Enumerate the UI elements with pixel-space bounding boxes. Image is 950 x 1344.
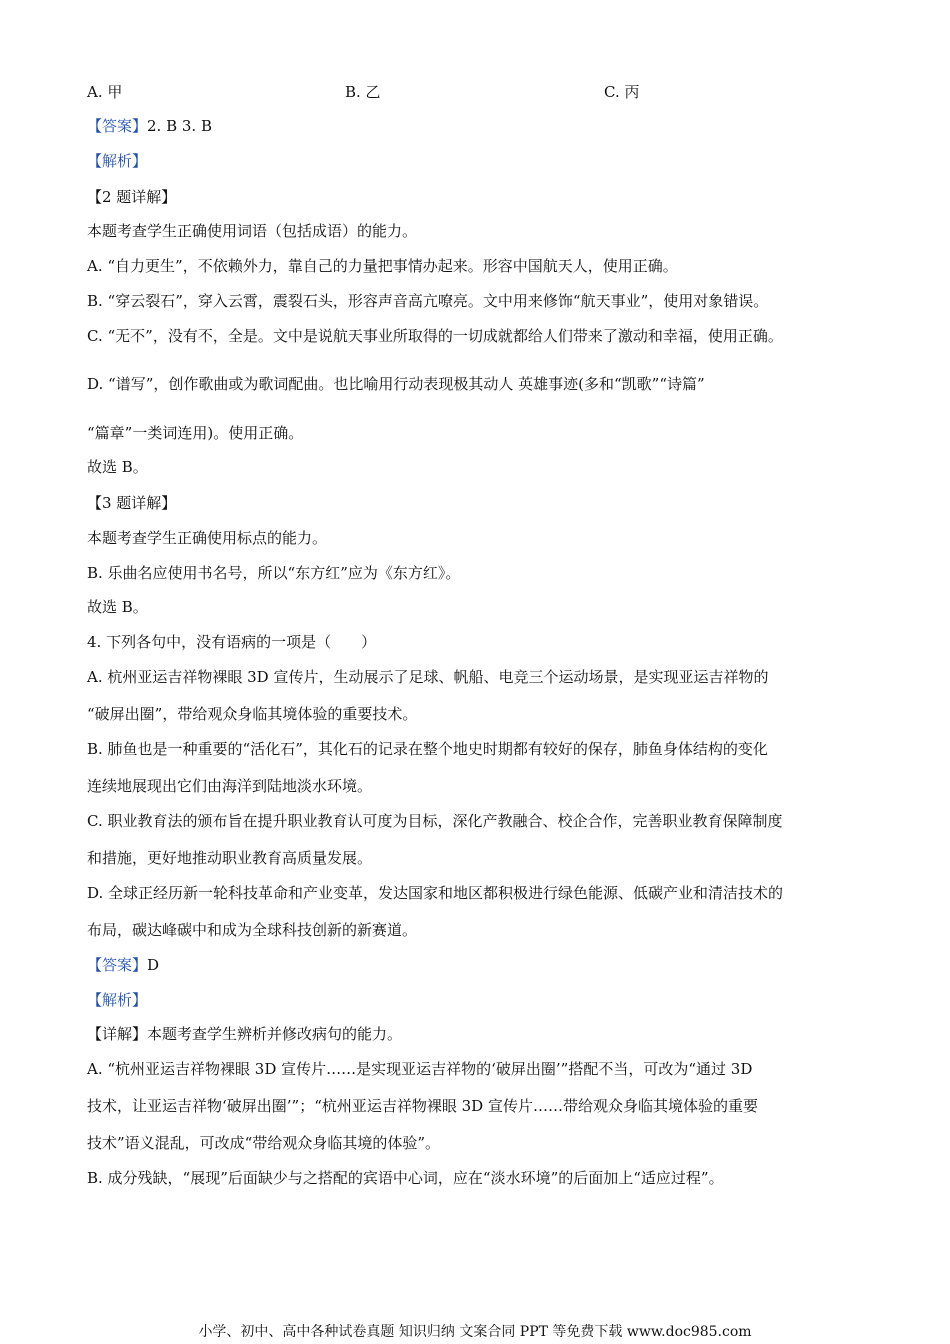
detail-explanation-line: 技术”语义混乱，可改成“带给观众身临其境的体验”。 (87, 1134, 441, 1152)
answer-line-1 (87, 116, 910, 136)
detail-line (87, 1024, 910, 1044)
option-a: A. 甲 (87, 83, 123, 101)
answer-options (87, 82, 907, 102)
q2-line: B. “穿云裂石”，穿入云霄，震裂石头，形容声音高亢嘹亮。文中用来修饰“航天事业”，使用对象错误。 (87, 292, 769, 310)
q4-line: B. 肺鱼也是一种重要的“活化石”，其化石的记录在整个地史时期都有较好的保存，肺鱼身体结构的变化 (87, 740, 768, 758)
detail-text: 本题考查学生辨析并修改病句的能力。 (147, 1025, 403, 1043)
q2-line: A. “自力更生”，不依赖外力，靠自己的力量把事情办起来。形容中国航天人，使用正确。 (87, 257, 678, 275)
q4-line: D. 全球正经历新一轮科技革命和产业变革，发达国家和地区都积极进行绿色能源、低碳产业和清洁技术的 (87, 884, 784, 902)
analysis-line-1 (87, 151, 910, 171)
q2-line: 本题考查学生正确使用词语（包括成语）的能力。 (87, 222, 418, 240)
q3-line: 故选 B。 (87, 598, 148, 616)
detail-explanation-line: 技术，让亚运吉祥物‘破屏出圈’”；“杭州亚运吉祥物裸眼 3D 宣传片……带给观众身临其境体验的重要 (87, 1097, 758, 1115)
q2-heading: 【2 题详解】 (87, 188, 177, 206)
analysis-tag: 【解析】 (87, 991, 148, 1009)
q2-line: D. “谱写”，创作歌曲或为歌词配曲。也比喻用行动表现极其动人 英雄事迹(多和“凯歌”“诗篇” (87, 375, 705, 393)
answer-text: 2. B 3. B (147, 117, 212, 135)
q3-heading: 【3 题详解】 (87, 494, 177, 512)
analysis-tag: 【解析】 (87, 152, 148, 170)
q4-line: A. 杭州亚运吉祥物裸眼 3D 宣传片，生动展示了足球、帆船、电竞三个运动场景，是实现亚运吉祥物的 (87, 668, 769, 686)
answer-line-2 (87, 955, 910, 975)
q4-line: 和措施，更好地推动职业教育高质量发展。 (87, 849, 373, 867)
q2-line: C. “无不”，没有不，全是。文中是说航天事业所取得的一切成就都给人们带来了激动和幸福，使用正确。 (87, 327, 783, 345)
option-b: B. 乙 (345, 83, 381, 101)
q3-line: 本题考查学生正确使用标点的能力。 (87, 529, 328, 547)
answer-text: D (147, 956, 160, 974)
q2-line: 故选 B。 (87, 458, 148, 476)
q4-line: C. 职业教育法的颁布旨在提升职业教育认可度为目标，深化产教融合、校企合作，完善职业教育保障制度 (87, 812, 783, 830)
q4-line: 4. 下列各句中，没有语病的一项是（ ） (87, 633, 377, 651)
q4-line: 连续地展现出它们由海洋到陆地淡水环境。 (87, 777, 373, 795)
detail-explanation-line: A. “杭州亚运吉祥物裸眼 3D 宣传片……是实现亚运吉祥物的‘破屏出圈’”搭配不当，可改为“通过 3D (87, 1060, 753, 1078)
page-footer: 小学、初中、高中各种试卷真题 知识归纳 文案合同 PPT 等免费下载 www.doc985.com (198, 1324, 752, 1340)
q4-line: “破屏出圈”，带给观众身临其境体验的重要技术。 (87, 705, 418, 723)
analysis-line-2 (87, 990, 910, 1010)
option-c: C. 丙 (604, 83, 640, 101)
q2-line: “篇章”一类词连用)。使用正确。 (87, 424, 304, 442)
detail-explanation-line: B. 成分残缺，“展现”后面缺少与之搭配的宾语中心词，应在“淡水环境”的后面加上“适应过程”。 (87, 1169, 724, 1187)
q4-line: 布局，碳达峰碳中和成为全球科技创新的新赛道。 (87, 921, 418, 939)
answer-tag: 【答案】 (87, 956, 148, 974)
detail-tag: 【详解】 (87, 1025, 148, 1043)
q3-line: B. 乐曲名应使用书名号，所以“东方红”应为《东方红》。 (87, 564, 461, 582)
answer-tag: 【答案】 (87, 117, 148, 135)
